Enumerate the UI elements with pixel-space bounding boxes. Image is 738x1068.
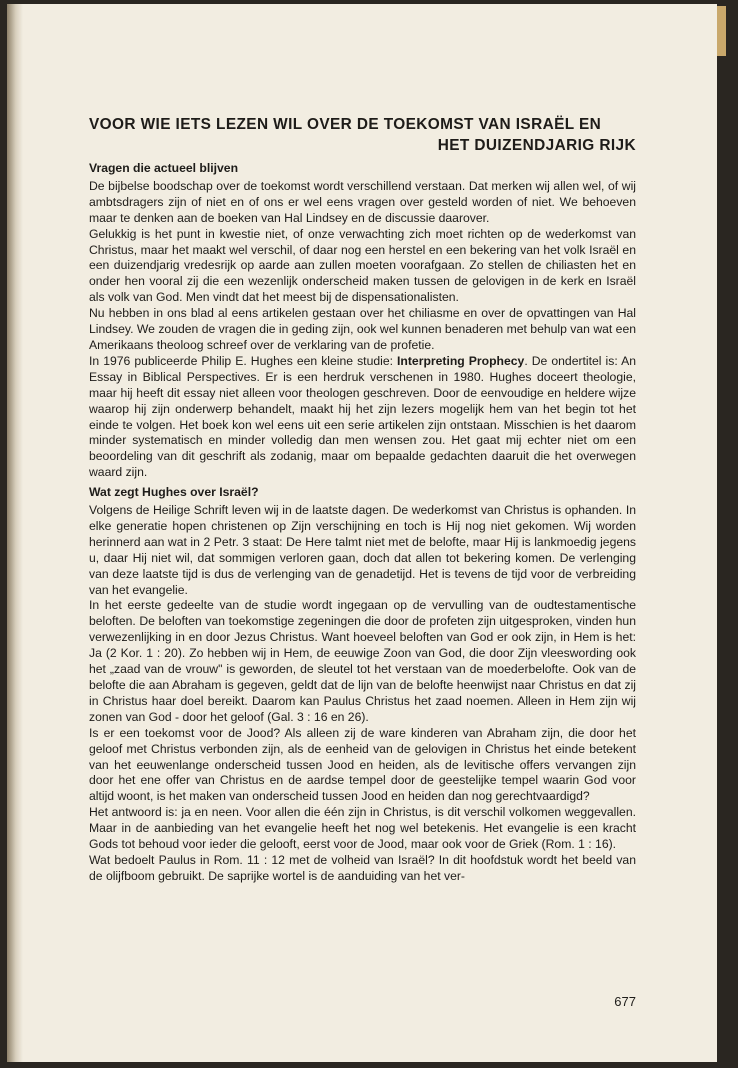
paragraph-7: Is er een toekomst voor de Jood? Als alleen zij de ware kinderen van Abraham zijn, die door het geloof met Christus verbonden zijn, als de eenheid van de gelovigen in Christus het einde betekent van het eeuwenlange onderscheid tussen Jood en heiden, als de levitische offers vervangen zijn door het ene offer van Christus en de aardse tempel door de geestelijke tempel waarin God voor altijd woont, is het maken van onderscheid tussen Jood en heiden dan nog gerechtvaardigd? <box>89 725 636 804</box>
paragraph-8: Het antwoord is: ja en neen. Voor allen die één zijn in Christus, is dit verschil volkomen weggevallen. Maar in de aanbieding van het evangelie heeft het nog wel betekenis. Het evangelie is een kracht Gods tot behoud voor ieder die gelooft, eerst voor de Jood, maar ook voor de Griek (Rom. 1 : 16). <box>89 805 636 852</box>
paragraph-4 <box>89 354 636 481</box>
page-tab-marker <box>717 6 726 56</box>
spine-shadow <box>7 4 23 1062</box>
title-line-1: VOOR WIE IETS LEZEN WIL OVER DE TOEKOMST VAN ISRAËL EN <box>89 116 602 133</box>
page-number: 677 <box>614 994 636 1009</box>
paragraph-4-start: In 1976 publiceerde Philip E. Hughes een kleine studie: <box>89 353 398 368</box>
section-heading-1: Vragen die actueel blijven <box>89 161 239 175</box>
paragraph-3: Nu hebben in ons blad al eens artikelen gestaan over het chiliasme en over de opvattingen van Hal Lindsey. We zouden de vragen die in geding zijn, ook wel kunnen benaderen met behulp van wat een Amerikaans theoloog schreef over de verklaring van de profetie. <box>89 306 637 352</box>
paragraph-6: In het eerste gedeelte van de studie wordt ingegaan op de vervulling van de oudtestamentische beloften. De beloften van toekomstige zegeningen die door de profeten zijn uitgesproken, vinden hun verwezenlijking in en door Jezus Christus. Want hoeveel beloften van God er ook zijn, in Hem is het: Ja (2 Kor. 1 : 20). Zo hebben wij in Hem, de eeuwige Zoon van God, die door Zijn vleeswording ook het „zaad van de vrouw" is geworden, de sleutel tot het verstaan van de moederbelofte. Ook van de belofte die aan Abraham is gegeven, geldt dat de lijn van de belofte heenwijst naar Christus en dat zij in Christus haar doel bereikt. Daarom kan Paulus Christus het zaad noemen. Alleen in Hem zijn wij zonen van God - door het geloof (Gal. 3 : 16 en 26). <box>89 598 636 724</box>
paragraph-5: Volgens de Heilige Schrift leven wij in de laatste dagen. De wederkomst van Christus is ophanden. In elke generatie hopen christenen op Zijn verschijning en toch is Hij nog niet gekomen. Wij worden herinnerd aan wat in 2 Petr. 3 staat: De Here talmt niet met de belofte, maar Hij is lankmoedig jegens u, daar Hij niet wil, dat sommigen verloren gaan, doch dat allen tot bekering komen. De verlenging van deze laatste tijd is dus de verlenging van de genadetijd. Het is tevens de tijd voor de verbreiding van het evangelie. <box>89 503 636 597</box>
book-title: Interpreting Prophecy <box>397 353 525 368</box>
article-title <box>89 114 636 156</box>
section-heading-2: Wat zegt Hughes over Israël? <box>89 485 259 500</box>
paragraph-1: De bijbelse boodschap over de toekomst wordt verschillend verstaan. Dat merken wij allen wel, of wij ambtsdragers zijn of niet en of ons er wel eens vragen over gesteld worden of niet. We behoeven maar te denken aan de boeken van Hal Lindsey en de discussie daarover. <box>89 178 636 225</box>
paragraph-2: Gelukkig is het punt in kwestie niet, of onze verwachting zich moet richten op de wederkomst van Christus, maar het maakt wel verschil, of daar nog een herstel en een bekering van het volk Israël en een duizendjarig vredesrijk op aarde aan zullen moeten voorafgaan. Zo stellen de chiliasten het en onder hen vooral zij die een wezenlijk onderscheid maken tussen de gelovigen in de kerk en Israël als volk van God. Men vindt dat het meest bij de dispensationalisten. <box>89 226 636 305</box>
title-line-2: HET DUIZENDJARIG RIJK <box>437 137 636 154</box>
paragraph-9: Wat bedoelt Paulus in Rom. 11 : 12 met de volheid van Israël? In dit hoofdstuk wordt het beeld van de olijfboom gebruikt. De saprijke wortel is de aanduiding van het ver- <box>89 852 636 883</box>
article-body <box>89 161 636 885</box>
paragraph-4-rest: . De ondertitel is: An Essay in Biblical Perspectives. Er is een herdruk verschenen in 1980. Hughes doceert theologie, maar hij heeft dit essay niet alleen voor theologen geschreven. Door de eenvoudige en heldere wijze waarop hij zijn onderwerp behandelt, maakt hij het zijn lezers mogelijk hem van het begin tot het einde te volgen. Het boek kon wel eens uit een serie artikelen zijn ontstaan. Misschien is het daarom minder systematisch en minder volledig dan men wensen zou. Het gaat mij echter niet om een beoordeling van dit geschrift als zodanig, maar om bepaalde gedachten daaruit die het overwegen waard zijn. <box>89 353 636 480</box>
